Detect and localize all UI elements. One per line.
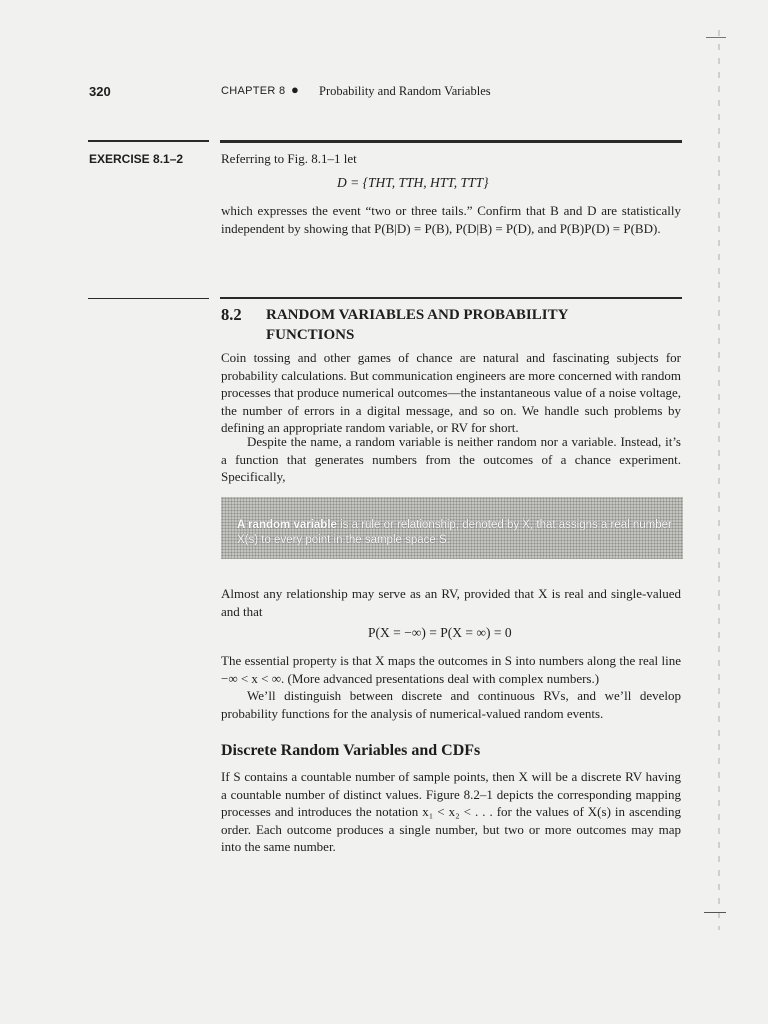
paragraph: Coin tossing and other games of chance are natural and fascinating subjects for probability calculations. But communication engineers are more concerned with random processes that produce numerical outcomes—the instantaneous value of a noise voltage, the number of errors in a digital message, and so on. We handle such problems by defining an appropriate random variable, or RV for short. [221, 350, 681, 435]
scan-edge-artifact [704, 912, 726, 913]
paragraph: The essential property is that X maps the outcomes in S into numbers along the real line −∞ < x < ∞. (More advanced presentations deal with complex numbers.) [221, 653, 681, 686]
chapter-label: CHAPTER 8 [221, 85, 286, 97]
chapter-title: Probability and Random Variables [319, 84, 491, 98]
definition-box [221, 497, 683, 559]
definition-body: is a rule or relationship, denoted by X, that assigns a real number X(s) to every point in the sample space S. [237, 519, 672, 546]
definition-text [237, 518, 677, 548]
exercise-label: EXERCISE 8.1–2 [89, 152, 184, 166]
scan-edge-artifact [718, 30, 720, 930]
section-divider [88, 298, 209, 299]
header-bullet: ● [291, 82, 299, 97]
exercise-equation: D = {THT, TTH, HTT, TTT} [337, 175, 489, 190]
paragraph: If S contains a countable number of sample points, then X will be a discrete RV having a countable number of distinct values. Figure 8.2–1 depicts the corresponding mapping processes and introduces the notation x₁ < x₂ < . . . for the values of X(s) in ascending order. Each outcome produces a single number, but two or more outcomes may map into the same number. [221, 769, 681, 854]
subheading: Discrete Random Variables and CDFs [221, 742, 481, 759]
section-divider [88, 140, 209, 142]
definition-term: A random variable [237, 519, 337, 531]
equation: P(X = −∞) = P(X = ∞) = 0 [368, 625, 512, 640]
paragraph: Despite the name, a random variable is neither random nor a variable. Instead, it’s a function that generates numbers from the outcomes of a chance experiment. Specifically, [221, 434, 681, 484]
paragraph: We’ll distinguish between discrete and continuous RVs, and we’ll develop probability functions for the analysis of numerical-valued random events. [221, 688, 681, 721]
scan-edge-artifact [706, 37, 726, 38]
section-title: RANDOM VARIABLES AND PROBABILITY FUNCTIONS [266, 307, 568, 343]
section-number: 8.2 [221, 305, 242, 324]
exercise-body: which expresses the event “two or three tails.” Confirm that B and D are statistically independent by showing that P(B|D) = P(B), P(D|B) = P(D), and P(B)P(D) = P(BD). [221, 203, 681, 236]
section-divider [220, 140, 682, 143]
exercise-intro: Referring to Fig. 8.1–1 let [221, 151, 357, 166]
paragraph: Almost any relationship may serve as an RV, provided that X is real and single-valued and that [221, 586, 681, 619]
section-divider [220, 297, 682, 299]
page-number: 320 [89, 84, 111, 99]
